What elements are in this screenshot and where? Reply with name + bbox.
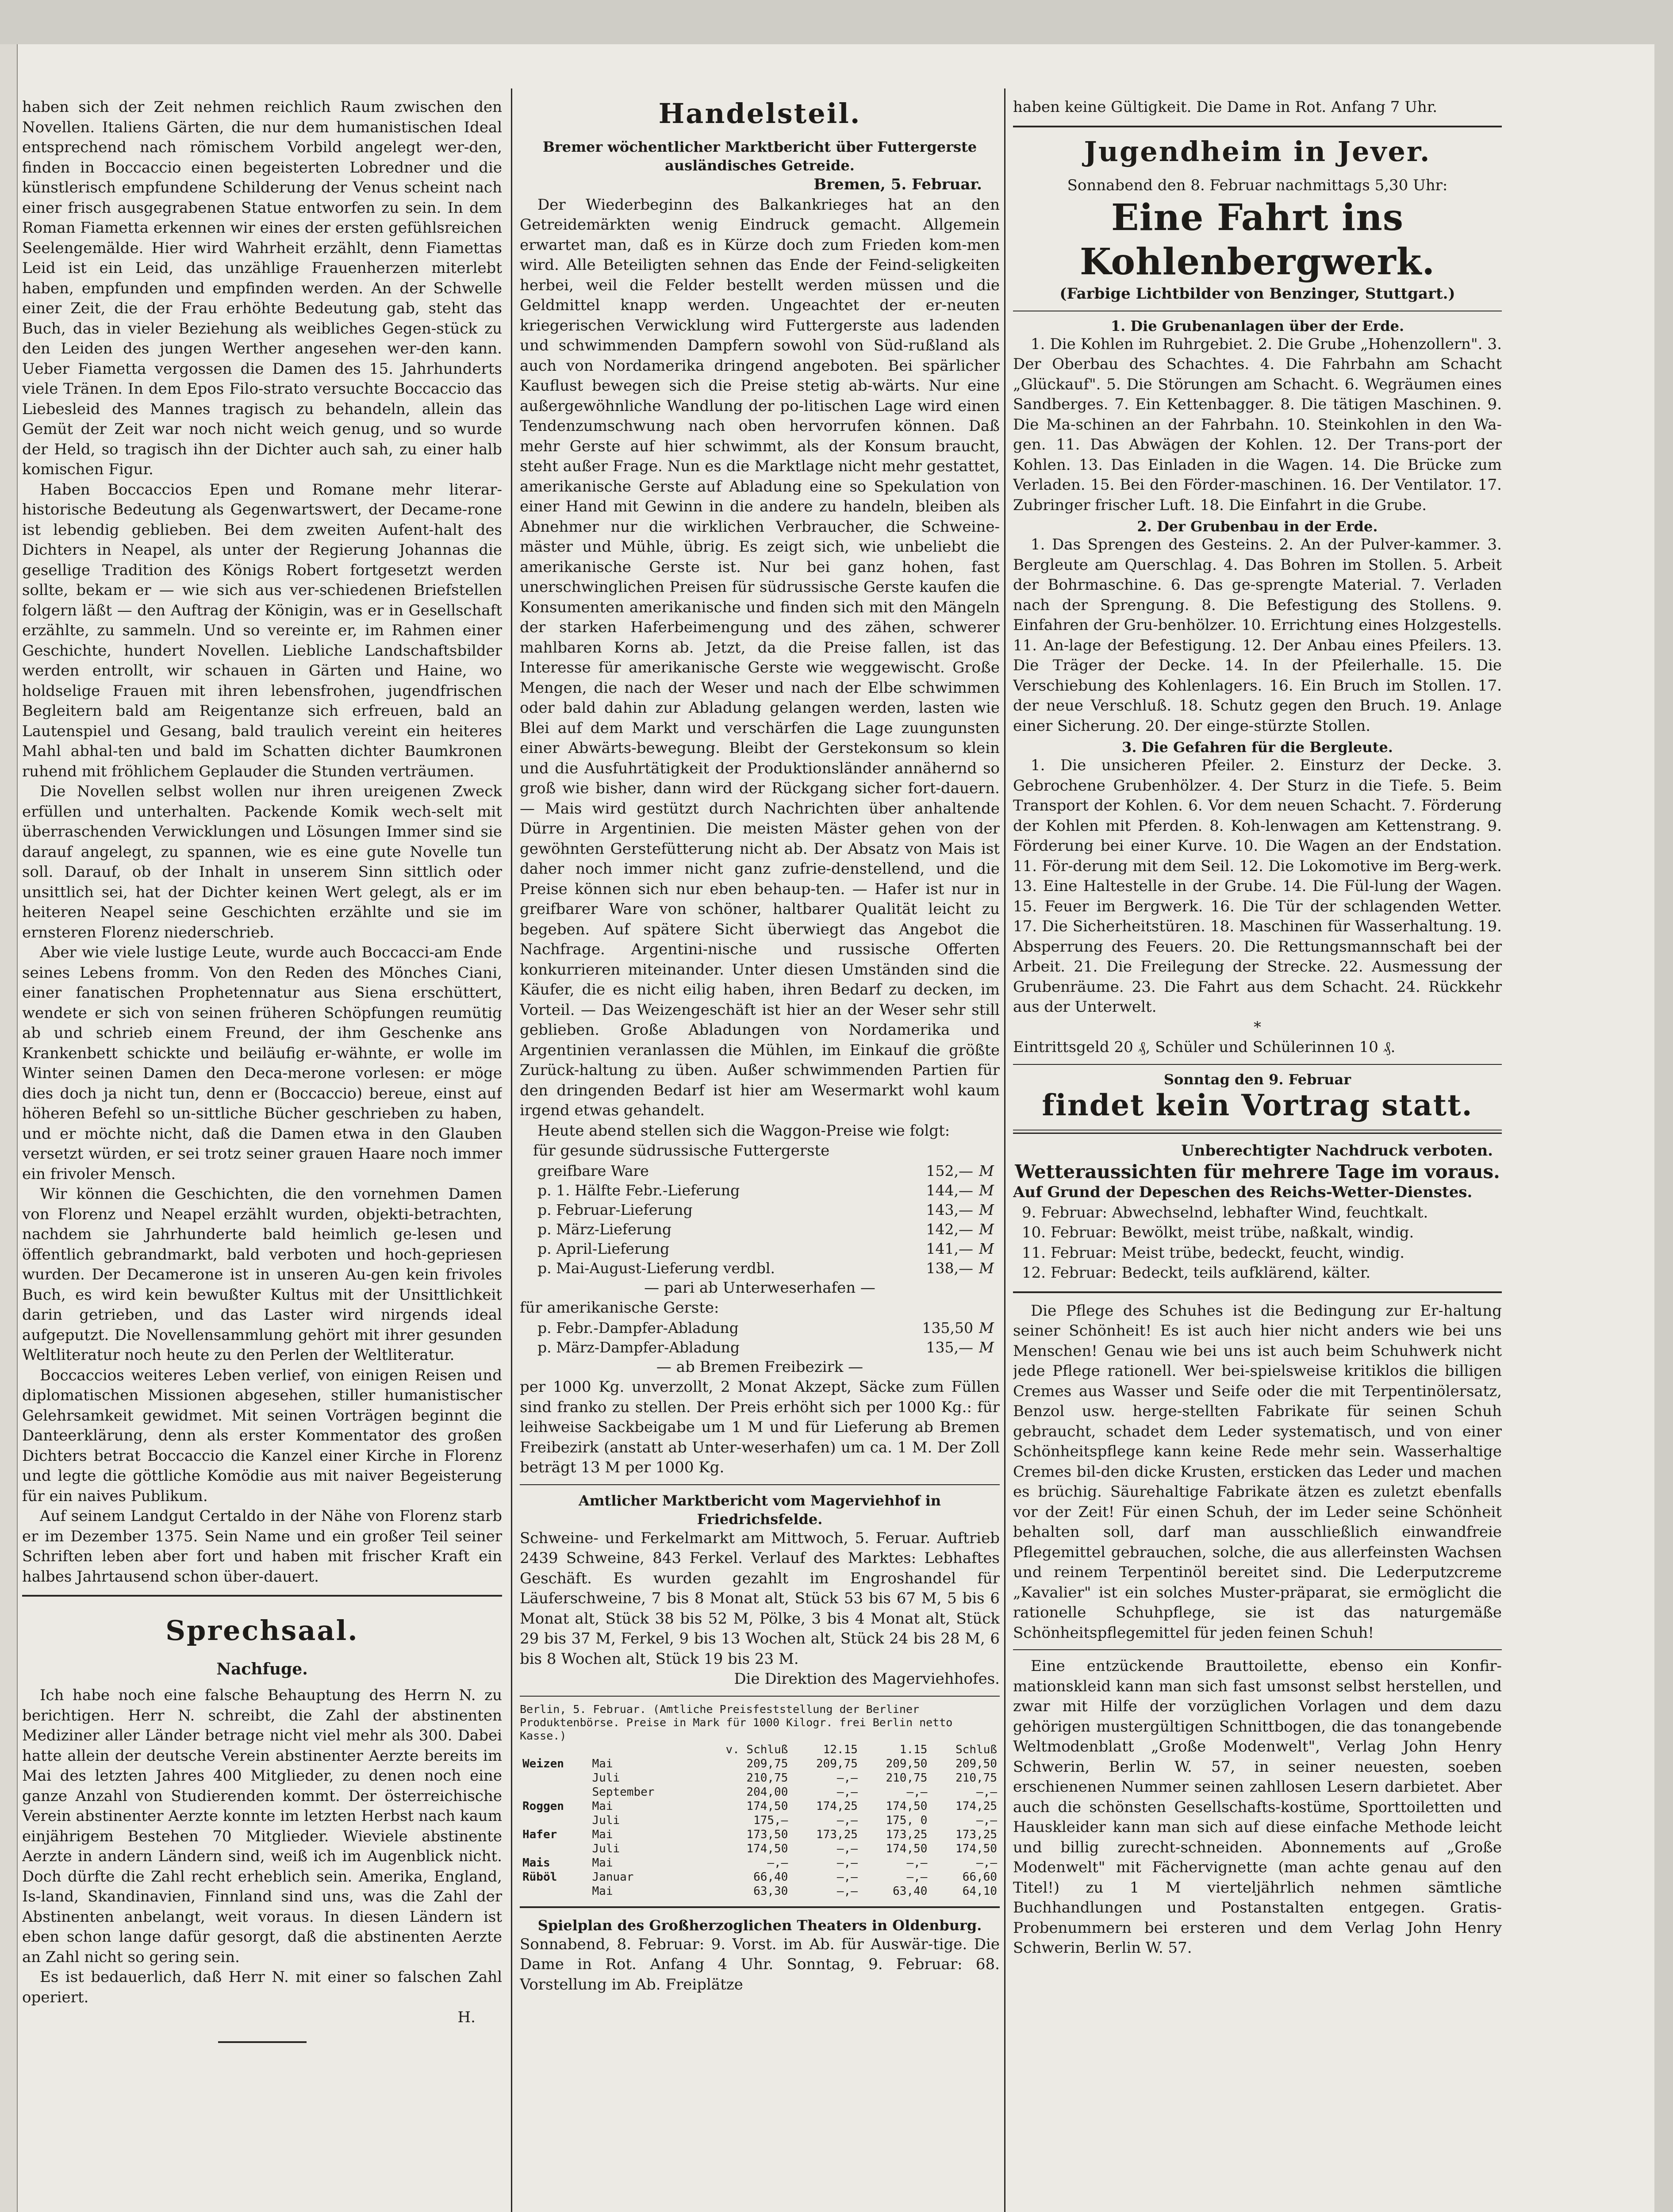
table-cell: Januar <box>592 1870 634 1884</box>
table-cell: 209,50 <box>955 1757 997 1770</box>
section-list: 1. Das Sprengen des Gesteins. 2. An der Pulver-kammer. 3. Bergleute am Querschlag. 4. Das Bohren im Stollen. 5. Arbeit der Bohrmaschine. 6. Das ge-sprengte Material. 7. Verladen nach der Sprengung. 8. Die Befestigung des Stollens. 9. Einfahren der Gru-benhölzer. 10. Errichtung eines Holzgestells. 11. An-lage der Befestigung. 12. Der Anbau eines Pfeilers. 13. Die Träger der Decke. 14. In der Pfeilerhalle. 15. Die Verschiebung des Kohlenlagers. 16. Ein Bruch im Stollen. 17. der neue Verschluß. 18. Schutz gegen den Bruch. 19. Anlage einer Sicherung. 20. Der einge-stürzte Stollen. <box>1013 536 1502 735</box>
table-cell: 63,40 <box>893 1884 928 1898</box>
theater-text: Sonnabend, 8. Februar: 9. Vorst. im Ab. für Auswär-tige. Die Dame in Rot. Anfang 4 Uhr. Sonntag, 9. Februar: 68. Vorstellung im Ab. Freiplätze <box>520 1935 1000 1993</box>
price-row <box>520 1338 1000 1357</box>
column-2 <box>520 97 1000 2203</box>
price-value: 138,— <box>926 1259 973 1277</box>
table-cell: 209,75 <box>746 1757 788 1770</box>
table-cell: 210,75 <box>886 1771 928 1785</box>
column-rule-2 <box>1004 88 1005 2212</box>
price-label: p. März-Lieferung <box>537 1220 672 1238</box>
table-row <box>520 1870 1000 1884</box>
table-cell: 173,25 <box>955 1828 997 1841</box>
table-row <box>520 1757 1000 1771</box>
price-label: p. März-Dampfer-Abladung <box>537 1338 740 1356</box>
star-separator: * <box>1254 1018 1261 1036</box>
wetter-intro: Auf Grund der Depeschen des Reichs-Wetter-Dienstes. <box>1013 1183 1473 1201</box>
table-cell: 66,40 <box>753 1870 788 1884</box>
table-row <box>520 1828 1000 1842</box>
price-unit: M <box>979 1319 994 1336</box>
sprechsaal-subtitle: Nachfuge. <box>216 1660 308 1678</box>
col1-paragraph: haben sich der Zeit nehmen reichlich Raum zwischen den Novellen. Italiens Gärten, die nur dem humanistischen Ideal entsprechend nach römischem Vorbild angelegt wer-den, finden in Boccaccio einen begeisterten Lobredner und die künstlerisch empfundene Schilderung der Venus scheint nach einer frisch ausgegrabenen Statue entworfen zu sein. In dem Roman Fiametta erkennen wir eines der ersten gefühlsreichen Seelengemälde. Hier wird Wahrheit erzählt, denn Fiamettas Leid ist ein Leid, das unzählige Frauenherzen miterlebt haben, empfunden und empfinden werden. An der Schwelle einer Zeit, die der Frau erhöhte Bedeutung gab, steht das Buch, das in vieler Beziehung als weibliches Gegen-stück zu den Leiden des jungen Werther angesehen wer-den kann. Ueber Fiametta vergossen die Damen des 15. Jahrhunderts viele Tränen. In dem Epos Filo-strato versuchte Boccaccio das Liebesleid des Mannes tragisch zu behandeln, allein das Gemüt der Zeit war noch nicht weich genug, und so wurde der Held, so tragisch ihn der Dichter auch sah, zu einer halb komischen Figur. <box>22 98 502 478</box>
table-header-cell: Schluß <box>955 1743 997 1756</box>
price-unit: M <box>979 1259 994 1277</box>
vieh-sign: Die Direktion des Magerviehhofes. <box>734 1670 1000 1688</box>
weather-row: 9. Februar: Abwechselnd, lebhafter Wind, feuchtkalt. <box>1022 1203 1428 1221</box>
table-cell: Mai <box>592 1828 613 1841</box>
table-cell: 209,75 <box>816 1757 858 1770</box>
table-cell <box>520 1771 590 1785</box>
table-cell: 174,50 <box>746 1799 788 1813</box>
table-row <box>520 1771 1000 1785</box>
price-list-2 <box>520 1318 1000 1357</box>
section-title: 2. Der Grubenbau in der Erde. <box>1137 518 1378 535</box>
table-cell: Mai <box>592 1757 613 1770</box>
no-lecture-notice: findet kein Vortrag statt. <box>1042 1087 1473 1122</box>
weather-row: 10. Februar: Bewölkt, meist trübe, naßkalt, windig. <box>1022 1224 1414 1241</box>
table-row <box>520 1856 1000 1870</box>
column-1 <box>22 97 502 2212</box>
divider <box>520 1696 1000 1697</box>
market-paragraph: Heute abend stellen sich die Waggon-Preise wie folgt: <box>537 1121 950 1140</box>
divider <box>1013 1291 1502 1293</box>
prices-footer: per 1000 Kg. unverzollt, 2 Monat Akzept, Säcke zum Füllen sind franko zu stellen. Der Preis erhöht sich per 1000 Kg.: für leihweise Sackbeigabe um 1 M und für Lieferung ab Bremen Freibezirk (anstatt ab Unter-weserhafen) um ca. 1 M. Der Zoll beträgt 13 M per 1000 Kg. <box>520 1378 1000 1476</box>
table-cell: Mai <box>592 1799 613 1813</box>
sprechsaal-paragraph: Ich habe noch eine falsche Behauptung des Herrn N. zu berichtigen. Herr N. schreibt, die Zahl der abstinenten Mediziner aller Länder betrage nicht viel mehr als 300. Dabei hatte allein der deutsche Verein abstinenter Aerzte bereits im Mai des letzten Jahres 400 Mitglieder, zu denen noch eine ganze Anzahl von Studierenden kommt. Der österreichische Verein abstinenter Aerzte konnte im letzten Herbst nach kaum einjährigem Bestehen 70 Mitglieder. Wieviele abstinente Aerzte in andern Ländern sind, weiß ich im Augenblick nicht. Doch dürfte die Zahl recht erheblich sein. Amerika, England, Is-land, Skandinavien, Finnland sind uns, was die Zahl der Abstinenten anbelangt, weit voraus. In diesen Ländern ist eben schon lange dafür gesorgt, daß die abstinenten Aerzte an Zahl nicht so gering sein. <box>22 1686 502 1966</box>
divider <box>1013 1064 1502 1065</box>
price-row <box>520 1220 1000 1239</box>
column-rule-1 <box>511 88 512 2212</box>
col1-paragraph: Auf seinem Landgut Certaldo in der Nähe von Florenz starb er im Dezember 1375. Sein Name und ein großer Teil seiner Schriften leben aber fort und haben mit frischer Kraft ein halbes Jahrtausend schon über-dauert. <box>22 1507 502 1586</box>
jugendheim-title: Jugendheim in Jever. <box>1084 135 1431 168</box>
table-header-cell: v. Schluß <box>725 1743 788 1756</box>
berlin-head: Berlin, 5. Februar. (Amtliche Preisfeststellung der Berliner Produktenbörse. Preise in Mark für 1000 Kilogr. frei Berlin netto Kasse.) <box>520 1702 953 1742</box>
prices-heading: für amerikanische Gerste: <box>520 1299 719 1317</box>
price-value: 142,— <box>926 1220 973 1238</box>
table-cell: Hafer <box>522 1828 557 1841</box>
theater-title: Spielplan des Großherzoglichen Theaters in Oldenburg. <box>537 1916 982 1934</box>
table-cell: —,— <box>906 1785 928 1799</box>
table-cell: —,— <box>836 1771 858 1785</box>
divider <box>520 1484 1000 1485</box>
table-cell: Juli <box>592 1771 620 1785</box>
price-list-1 <box>520 1161 1000 1278</box>
table-cell: Roggen <box>522 1799 564 1813</box>
table-cell: September <box>592 1785 655 1799</box>
price-row <box>520 1239 1000 1259</box>
weather-list <box>1013 1203 1502 1283</box>
table-cell: 173,25 <box>886 1828 928 1841</box>
table-cell: Juli <box>592 1813 620 1827</box>
price-value: 135,50 <box>922 1319 973 1336</box>
weather-row: 11. Februar: Meist trübe, bedeckt, feucht, windig. <box>1022 1244 1405 1262</box>
price-label: p. Mai-August-Lieferung verdbl. <box>537 1259 775 1277</box>
section-title: 1. Die Grubenanlagen über der Erde. <box>1110 317 1404 334</box>
col1-paragraph: Aber wie viele lustige Leute, wurde auch Boccacci-am Ende seines Lebens fromm. Von den Reden des Mönches Ciani, einer fanatischen Prophetennatur aus Siena erschüttert, wendete er sich von seinen früheren Schöpfungen reumütig ab und schrieb einem Freund, der ihm Geschenke ans Krankenbett schickte und beiläufig er-wähnte, er wolle im Winter seinen Damen den Deca-merone vorlesen: er möge dies doch ja nicht tun, denn er (Boccaccio) bereue, einst auf höheren Befehl so un-sittliche Bücher geschrieben zu haben, und er möchte nicht, daß die Damen etwa in den Glauben versetzt würden, er sei trotz seiner grauen Haare noch immer ein frivoler Mensch. <box>22 944 502 1183</box>
divider <box>1013 1649 1502 1650</box>
col1-paragraph: Boccaccios weiteres Leben verlief, von einigen Reisen und diplomatischen Missionen abgesehen, stiller humanistischer Gelehrsamkeit gewidmet. Mit seinen Vorträgen beginnt die Danteerklärung, denn als erster Kommentator des großen Dichters betrat Boccaccio die Kanzel einer Kirche in Florenz und legte die göttliche Komödie aus mit naiver Begeisterung für ein naives Publikum. <box>22 1366 502 1505</box>
table-cell: 64,10 <box>962 1884 997 1898</box>
table-cell: —,— <box>976 1813 997 1827</box>
sprechsaal-title: Sprechsaal. <box>165 1614 359 1647</box>
table-header-cell: 12.15 <box>823 1743 858 1756</box>
sprechsaal-paragraph: Es ist bedauerlich, daß Herr N. mit einer so falschen Zahl operiert. <box>22 1968 502 2006</box>
table-cell: 210,75 <box>746 1771 788 1785</box>
col1-paragraph: Wir können die Geschichten, die den vornehmen Damen von Florenz und Neapel erzählt wurden, objekti-betrachten, nachdem sie Jahrhunderte bald heimlich ge-lesen und öffentlich gebrandmarkt, bald verboten und hoch-gepriesen wurden. Der Decamerone ist in unseren Au-gen kein frivoles Buch, es wird kein bewußter Kultus mit der Unsittlichkeit darin getrieben, und das Laster wird nirgends ideal aufgeputzt. Die Novellensammlung gehört mit ihrer gesunden Weltliteratur noch heute zu den Perlen der Weltliteratur. <box>22 1185 502 1364</box>
table-cell: 63,30 <box>753 1884 788 1898</box>
sonntag-notice: Sonntag den 9. Februar <box>1163 1071 1351 1088</box>
price-unit: M <box>979 1240 994 1257</box>
table-cell: 174,25 <box>816 1799 858 1813</box>
table-row <box>520 1799 1000 1813</box>
table-cell: 174,50 <box>955 1842 997 1855</box>
table-cell <box>520 1785 590 1799</box>
price-value: 152,— <box>926 1162 973 1179</box>
eintritt: Eintrittsgeld 20 ₰, Schüler und Schülerinnen 10 ₰. <box>1013 1038 1396 1056</box>
prices-note: — pari ab Unterweserhafen — <box>644 1279 875 1297</box>
table-header-cell <box>590 1743 690 1757</box>
divider <box>1013 126 1502 127</box>
divider <box>520 1906 1000 1908</box>
price-unit: M <box>979 1338 994 1356</box>
handelsteil-title: Handelsteil. <box>658 97 861 130</box>
table-cell: 174,25 <box>955 1799 997 1813</box>
price-row <box>520 1181 1000 1200</box>
table-row <box>520 1884 1000 1898</box>
table-cell <box>520 1884 590 1898</box>
price-label: greifbare Ware <box>537 1162 649 1179</box>
price-label: p. April-Lieferung <box>537 1240 670 1257</box>
table-cell: Mai <box>592 1856 613 1870</box>
table-cell: 173,25 <box>816 1828 858 1841</box>
table-cell: 204,00 <box>746 1785 788 1799</box>
price-row <box>520 1200 1000 1220</box>
table-cell: —,— <box>836 1870 858 1884</box>
vieh-text: Schweine- und Ferkelmarkt am Mittwoch, 5. Feruar. Auftrieb 2439 Schweine, 843 Ferkel. Verlauf des Marktes: Lebhaftes Geschäft. Es wurden gezahlt im Engroshandel für Läuferschweine, 7 bis 8 Monat alt, Stück 53 bis 67 M, 5 bis 6 Monat alt, Stück 38 bis 52 M, Pölke, 3 bis 4 Monat alt, Stück 29 bis 37 M, Ferkel, 9 bis 13 Wochen alt, Stück 24 bis 28 M, 6 bis 8 Wochen alt, Stück 19 bis 23 M. <box>520 1529 1000 1668</box>
price-value: 141,— <box>926 1240 973 1257</box>
end-rule <box>218 2041 307 2043</box>
schuh-ad: Die Pflege des Schuhes ist die Bedingung zur Er-haltung seiner Schönheit! Es ist auch hier nicht anders wie bei uns Menschen! Genau wie bei uns ist auch beim Schuhwerk nicht jede Pflege rationell. Wer bei-spielsweise kritiklos die billigen Cremes aus Wasser und Seife oder die mit Terpentinölersatz, Benzol usw. herge-stellten Fabrikate für seinen Schuh gebraucht, schadet dem Leder systematisch, und von einer Schönheitspflege kann keine Rede mehr sein. Wasserhaltige Cremes bil-den dicke Krusten, ersticken das Leder und machen es brüchig. Säurehaltige Fabrikate ätzen es zuletzt ebenfalls vor der Zeit! Für einen Schuh, der im Leder seine Schönheit behalten soll, darf man ausschließlich einwandfreie Pflegemittel gebrauchen, solche, die aus allerfeinsten Wachsen und reinem Terpentinöl bereitet sind. Die Lederputzcreme „Kavalier" ist ein solches Muster-präparat, sie ermöglicht die rationelle Schuhpflege, sie ist das naturgemäße Schönheitspflegemittel für jeden feinen Schuh! <box>1013 1302 1502 1642</box>
price-label: p. 1. Hälfte Febr.-Lieferung <box>537 1181 740 1199</box>
vortrag-subtitle: (Farbige Lichtbilder von Benzinger, Stuttgart.) <box>1059 285 1455 303</box>
col1-paragraph: Die Novellen selbst wollen nur ihren ureigenen Zweck erfüllen und unterhalten. Packende Komik wech-selt mit überraschenden Verwicklungen und Lösungen Immer sind sie darauf angelegt, zu spannen, wie es eine gute Novelle tun soll. Darauf, ob der Inhalt in unserem Sinn sittlich oder unsittlich sei, hat der Dichter keinen Wert gelegt, als er im heiteren Neapel seine Geschichten erzählte und sie im ernsteren Florenz niederschrieb. <box>22 783 502 941</box>
table-cell: 174,50 <box>886 1842 928 1855</box>
col1-paragraph: Haben Boccaccios Epen und Romane mehr literar-historische Bedeutung als Gegenwartswert, der Decame-rone ist lebendig geblieben. Bei dem zweiten Aufent-halt des Dichters in Neapel, als unter der Regierung Johannas die gesellige Tradition des Königs Robert fortgesetzt werden sollte, bekam er — wie sich aus ver-schiedenen Briefstellen folgern läßt — den Auftrag der Königin, was er in Gesellschaft erzählte, zu sammeln. Und so vereinte er, im Rahmen einer Geschichte, hundert Novellen. Liebliche Landschaftsbilder werden entrollt, wir schauen in Gärten und Haine, wo holdselige Frauen mit ihren lebensfrohen, jugendfrischen Begleitern bald am Reigentanze sich erfreuen, bald an Lautenspiel und Gesang, bald traulich vereint ein heiteres Mahl abhal-ten und bald im Schatten dichter Baumkronen ruhend mit fröhlichem Geplauder die Stunden verträumen. <box>22 480 502 780</box>
price-unit: M <box>979 1181 994 1199</box>
divider <box>22 1595 502 1597</box>
report-title: Bremer wöchentlicher Marktbericht über Futtergerste ausländisches Getreide. <box>542 138 977 174</box>
table-cell: 174,50 <box>746 1842 788 1855</box>
price-row <box>520 1161 1000 1181</box>
price-label: p. Febr.-Dampfer-Abladung <box>537 1319 739 1336</box>
vortrag-title: Eine Fahrt ins Kohlenbergwerk. <box>1079 196 1435 283</box>
table-cell: —,— <box>976 1785 997 1799</box>
table-cell: Juli <box>592 1842 620 1855</box>
prices-heading: für gesunde südrussische Futtergerste <box>533 1142 830 1160</box>
table-cell: —,— <box>976 1856 997 1870</box>
wetter-title: Wetteraussichten für mehrere Tage im voraus. <box>1015 1161 1500 1183</box>
prices-note: — ab Bremen Freibezirk — <box>656 1358 863 1376</box>
table-cell: Rüböl <box>522 1870 557 1884</box>
table-header-cell <box>520 1743 590 1757</box>
price-label: p. Februar-Lieferung <box>537 1201 693 1218</box>
table-cell: 175,— <box>753 1813 788 1827</box>
table-cell: 175, 0 <box>886 1813 928 1827</box>
weather-row: 12. Februar: Bedeckt, teils aufklärend, kälter. <box>1022 1264 1371 1282</box>
nachdruck-notice: Unberechtigter Nachdruck verboten. <box>1181 1141 1493 1160</box>
price-row <box>520 1318 1000 1338</box>
table-cell: 66,60 <box>962 1870 997 1884</box>
table-header-row <box>520 1743 1000 1757</box>
section-list: 1. Die Kohlen im Ruhrgebiet. 2. Die Grube „Hohenzollern". 3. Der Oberbau des Schachtes. 4. Die Fahrbahn am Schacht „Glückauf". 5. Die Störungen am Schacht. 6. Wegräumen eines Sandberges. 7. Ein Kettenbagger. 8. Die tätigen Maschinen. 9. Die Ma-schinen an der Fahrbahn. 10. Steinkohlen in den Wa-gen. 11. Das Abwägen der Kohlen. 12. Der Trans-port der Kohlen. 13. Das Einladen in die Wagen. 14. Die Brücke zum Verladen. 15. Bei den Förder-maschinen. 16. Der Ventilator. 17. Zubringer frischer Luft. 18. Die Einfahrt in die Grube. <box>1013 335 1502 514</box>
table-cell: Mais <box>522 1856 550 1870</box>
table-cell: Mai <box>592 1884 613 1898</box>
table-cell: —,— <box>906 1856 928 1870</box>
table-row <box>520 1842 1000 1856</box>
table-header-cell: 1.15 <box>899 1743 928 1756</box>
sprechsaal-signature: H. <box>457 2008 476 2026</box>
column-3 <box>1013 97 1502 2212</box>
table-cell: —,— <box>836 1884 858 1898</box>
dateline: Bremen, 5. Februar. <box>813 176 982 193</box>
table-cell: —,— <box>836 1813 858 1827</box>
braut-ad: Eine entzückende Brauttoilette, ebenso ein Konfir-mationskleid kann man sich fast umsonst selbst herstellen, und zwar mit Hilfe der vorzüglichen Vorlagen und dem dazu gehörigen mustergültigen Schnittbogen, die das tonangebende Weltmodenblatt „Große Modenwelt", Verlag John Henry Schwerin, Berlin W. 57, in seiner neuesten, soeben erschienenen Nummer seinen zahllosen Lesern darbietet. Aber auch die schönsten Gesellschafts-kostüme, Sporttoiletten und Hauskleider kann man sich auf diese einfache Methode leicht und billig zurecht-schneiden. Abonnements auf „Große Modenwelt" mit Fächervignette (man achte genau auf den Titel!) zu 1 M vierteljährlich nehmen sämtliche Buchhandlungen und Postanstalten entgegen. Gratis-Probenummern bei ersteren und dem Verlag John Henry Schwerin, Berlin W. 57. <box>1013 1657 1502 1957</box>
price-unit: M <box>979 1201 994 1218</box>
table-cell: 173,50 <box>746 1828 788 1841</box>
price-value: 144,— <box>926 1181 973 1199</box>
table-cell: —,— <box>836 1856 858 1870</box>
double-divider <box>1013 1129 1502 1134</box>
theater-continued: haben keine Gültigkeit. Die Dame in Rot. Anfang 7 Uhr. <box>1013 98 1438 116</box>
table-row <box>520 1785 1000 1799</box>
table-cell: Weizen <box>522 1757 564 1770</box>
price-value: 143,— <box>926 1201 973 1218</box>
table-cell: 174,50 <box>886 1799 928 1813</box>
table-cell: 209,50 <box>886 1757 928 1770</box>
table-cell: —,— <box>767 1856 788 1870</box>
price-value: 135,— <box>926 1338 973 1356</box>
table-cell: —,— <box>906 1870 928 1884</box>
vieh-title: Amtlicher Marktbericht vom Magerviehhof in Friedrichsfelde. <box>578 1492 941 1528</box>
market-paragraph: Der Wiederbeginn des Balkankrieges hat an den Getreidemärkten wenig Eindruck gemacht. Allgemein erwartet man, daß es in Kürze doch zum Frieden kom-men wird. Alle Beteiligten sehnen das Ende der Feind-seligkeiten herbei, weil die Felder bestellt werden müssen und die Geldmittel knapp werden. Ungeachtet der er-neuten kriegerischen Verwicklung wird Futtergerste aus ladenden und schwimmenden Dampfern sowohl von Süd-rußland als auch von Nordamerika dringend angeboten. Bei spärlicher Kauflust bewegen sich die Preise stetig ab-wärts. Nur eine außergewöhnliche Wandlung der po-litischen Lage wird einen Tendenzumschwung nach oben hervorrufen können. Daß mehr Gerste auf hier schwimmt, als der Konsum braucht, steht außer Frage. Nun es die Marktlage nicht mehr gestattet, amerikanische Gerste auf Abladung eine so Spekulation von einer Hand mit Gewinn in die andere zu handeln, bleiben als Abnehmer nur die wirklichen Verbraucher, die Schweine-mäster und Mühle, übrig. Es zeigt sich, wie unbeliebt die amerikanische Gerste ist. Nur bei ganz hohen, fast unerschwinglichen Preisen für südrussische Gerste kaufen die Konsumenten amerikanische und finden sich mit den Mängeln der starken Haferbeimengung und des zähen, schwerer mahlbaren Korns ab. Jetzt, da die Preise fallen, ist das Interesse für amerikanische Gerste wie weggewischt. Große Mengen, die nach der Weser und nach der Elbe schwimmen oder bald dahin zur Abladung gelangen werden, lasten wie Blei auf dem Markt und verschärfen die Lage zuungunsten einer Abwärts-bewegung. Bleibt der Gerstekonsum so klein und die Ausfuhrtätigkeit der Produktionsländer annähernd so groß wie bisher, dann wird der Rückgang sicher fort-dauern. — Mais wird gestützt durch Nachrichten über anhaltende Dürre in Argentinien. Die meisten Mäster gehen von der gewöhnten Gerstefütterung nicht ab. Der Absatz von Mais ist daher noch immer nicht ganz zufrie-denstellend, und die Preise können sich nur eben behaup-ten. — Hafer ist nur in greifbarer Ware von schöner, haltbarer Qualität leicht zu begeben. Auf spätere Sicht überwiegt das Angebot die Nachfrage. Argentini-nische und russische Offerten konkurrieren miteinander. Unter diesen Umständen sind die Käufer, die es nicht eilig haben, ihren Bedarf zu decken, im Vorteil. — Das Weizengeschäft ist hier an der Weser sehr still geblieben. Große Abladungen von Nordamerika und Argentinien veranlassen die Mühlen, im Einkauf die größte Zurück-haltung zu üben. Außer schwimmenden Partien für den dringenden Bedarf ist hier am Wesermarkt wohl kaum irgend etwas gehandelt. <box>520 196 1000 1119</box>
table-cell <box>520 1813 590 1828</box>
table-cell <box>520 1842 590 1856</box>
price-unit: M <box>979 1220 994 1238</box>
section-title: 3. Die Gefahren für die Bergleute. <box>1122 739 1393 756</box>
section-list: 1. Die unsicheren Pfeiler. 2. Einsturz der Decke. 3. Gebrochene Grubenhölzer. 4. Der Sturz in die Tiefe. 5. Beim Transport der Kohlen. 6. Vor dem neuen Schacht. 7. Förderung der Kohlen mit Pferden. 8. Koh-lenwagen am Kettenstrang. 9. Förderung bei einer Kurve. 10. Die Wagen an der Endstation. 11. För-derung mit dem Seil. 12. Die Lokomotive im Berg-werk. 13. Eine Haltestelle in der Grube. 14. Die Fül-lung der Wagen. 15. Feuer im Bergwerk. 16. Die Tür der schlagenden Wetter. 17. Die Sicherheitstüren. 18. Maschinen für Wasserhaltung. 19. Absperrung des Feuers. 20. Die Rettungsmannschaft bei der Arbeit. 21. Die Freilegung der Strecke. 22. Ausmessung der Grubenräume. 23. Die Fahrt aus dem Schacht. 24. Rückkehr aus der Unterwelt. <box>1013 757 1502 1016</box>
table-cell: 210,75 <box>955 1771 997 1785</box>
table-cell: —,— <box>836 1785 858 1799</box>
price-unit: M <box>979 1162 994 1179</box>
jugendheim-date: Sonnabend den 8. Februar nachmittags 5,30 Uhr: <box>1067 176 1448 194</box>
price-row <box>520 1259 1000 1278</box>
previous-page-edge <box>0 44 18 2212</box>
table-cell: —,— <box>836 1842 858 1855</box>
berlin-price-table <box>520 1743 1000 1898</box>
table-row <box>520 1813 1000 1828</box>
